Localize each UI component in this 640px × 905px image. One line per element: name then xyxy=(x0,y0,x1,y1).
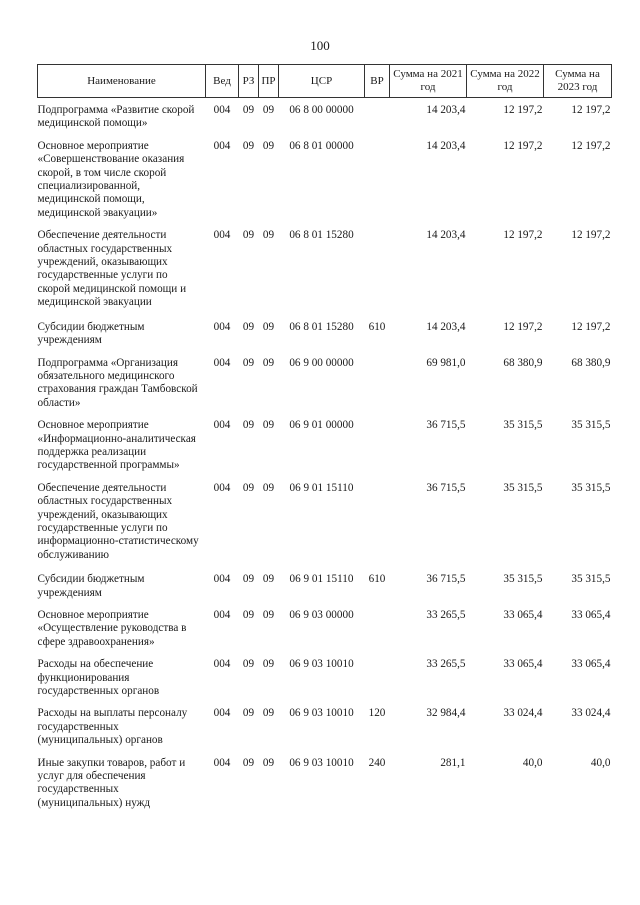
table-row xyxy=(38,348,612,411)
row-rz: 09 xyxy=(242,658,255,671)
row-name: Расходы на обеспечение функционирования государственных органов xyxy=(37,658,160,698)
row-ved: 004 xyxy=(213,707,231,720)
row-sum-2023: 12 197,2 xyxy=(571,104,611,116)
row-sum-2021: 33 265,5 xyxy=(426,609,466,621)
row-sum-2021: 36 715,5 xyxy=(426,481,466,494)
row-sum-2022: 35 315,5 xyxy=(503,481,543,494)
row-sum-2022: 12 197,2 xyxy=(503,104,543,116)
row-rz: 09 xyxy=(242,573,255,586)
row-sum-2022: 40,0 xyxy=(522,756,543,769)
row-vr: 120 xyxy=(368,707,386,720)
row-ved: 004 xyxy=(213,356,231,369)
row-ved: 004 xyxy=(213,573,231,586)
row-pr: 09 xyxy=(262,139,275,152)
row-sum-2021: 14 203,4 xyxy=(426,139,466,152)
row-sum-2022: 12 197,2 xyxy=(503,139,543,152)
row-ved: 004 xyxy=(213,320,231,333)
row-sum-2021: 14 203,4 xyxy=(426,320,466,333)
row-csr: 06 8 01 00000 xyxy=(289,139,354,152)
header-rz: РЗ xyxy=(239,65,259,98)
header-sum-2022: Сумма на 2022 год xyxy=(467,65,544,98)
header-sum-2023: Сумма на 2023 год xyxy=(544,65,612,98)
header-name: Наименование xyxy=(38,65,206,98)
row-sum-2021: 36 715,5 xyxy=(426,573,466,586)
row-sum-2021: 281,1 xyxy=(440,756,466,769)
row-rz: 09 xyxy=(242,756,255,769)
row-pr: 09 xyxy=(262,756,275,769)
row-rz: 09 xyxy=(242,707,255,720)
row-sum-2023: 33 065,4 xyxy=(571,658,611,671)
row-rz: 09 xyxy=(242,320,255,333)
row-sum-2022: 33 024,4 xyxy=(503,707,543,720)
row-csr: 06 9 03 00000 xyxy=(289,609,354,621)
row-pr: 09 xyxy=(262,658,275,671)
row-csr: 06 8 01 15280 xyxy=(289,320,354,333)
table-row xyxy=(38,473,612,562)
row-rz: 09 xyxy=(242,104,255,116)
row-csr: 06 9 03 10010 xyxy=(289,756,354,769)
row-name: Субсидии бюджетным учреждениям xyxy=(37,320,145,347)
row-sum-2022: 68 380,9 xyxy=(503,356,543,369)
row-name: Подпрограмма «Организация обязательного медицинского страхования граждан Тамбовской области» xyxy=(37,356,198,409)
row-sum-2021: 36 715,5 xyxy=(426,419,466,432)
row-sum-2022: 35 315,5 xyxy=(503,573,543,586)
row-sum-2022: 12 197,2 xyxy=(503,229,543,242)
row-name: Обеспечение деятельности областных государственных учреждений, оказывающих государственные услуги по информационно-статистическому обслуживанию xyxy=(37,481,199,561)
table-row xyxy=(38,410,612,473)
row-rz: 09 xyxy=(242,356,255,369)
row-vr: 610 xyxy=(368,320,386,333)
table-row xyxy=(38,98,612,131)
row-csr: 06 8 01 15280 xyxy=(289,229,354,242)
header-vr: ВР xyxy=(365,65,390,98)
header-ved: Вед xyxy=(206,65,239,98)
header-sum-2021: Сумма на 2021 год xyxy=(390,65,467,98)
table-row xyxy=(38,131,612,220)
header-pr: ПР xyxy=(259,65,279,98)
row-ved: 004 xyxy=(213,139,231,152)
row-vr xyxy=(365,131,390,220)
row-name: Основное мероприятие «Осуществление руководства в сфере здравоохранения» xyxy=(37,609,187,648)
row-csr: 06 9 03 10010 xyxy=(289,658,354,671)
row-sum-2022: 35 315,5 xyxy=(503,419,543,432)
row-rz: 09 xyxy=(242,229,255,242)
page-number: 100 xyxy=(310,38,330,53)
row-rz: 09 xyxy=(242,609,255,621)
row-rz: 09 xyxy=(242,139,255,152)
row-name: Подпрограмма «Развитие скорой медицинской помощи» xyxy=(37,104,195,130)
row-ved: 004 xyxy=(213,419,231,432)
row-pr: 09 xyxy=(262,707,275,720)
row-name: Обеспечение деятельности областных государственных учреждений, оказывающих государственные услуги по скорой медицинской помощи и медицинской эвакуации xyxy=(37,229,187,309)
row-pr: 09 xyxy=(262,320,275,333)
row-sum-2023: 33 065,4 xyxy=(571,609,611,621)
table-header-row xyxy=(38,65,612,98)
row-sum-2023: 12 197,2 xyxy=(571,320,611,333)
row-sum-2021: 32 984,4 xyxy=(426,707,466,720)
row-pr: 09 xyxy=(262,481,275,494)
row-sum-2023: 35 315,5 xyxy=(571,481,611,494)
row-sum-2023: 35 315,5 xyxy=(571,573,611,586)
row-name: Расходы на выплаты персоналу государственных (муниципальных) органов xyxy=(37,707,188,747)
row-vr xyxy=(365,649,390,698)
table-row xyxy=(38,310,612,348)
row-name: Субсидии бюджетным учреждениям xyxy=(37,573,145,599)
row-sum-2023: 40,0 xyxy=(590,756,611,769)
row-sum-2023: 12 197,2 xyxy=(571,139,611,152)
row-csr: 06 9 03 10010 xyxy=(289,707,354,720)
row-ved: 004 xyxy=(213,481,231,494)
row-ved: 004 xyxy=(213,104,231,116)
row-vr xyxy=(365,98,390,131)
row-name: Основное мероприятие «Информационно-аналитическая поддержка реализации государственной программы» xyxy=(37,419,196,472)
row-sum-2023: 33 024,4 xyxy=(571,707,611,720)
row-ved: 004 xyxy=(213,658,231,671)
row-sum-2023: 12 197,2 xyxy=(571,229,611,242)
row-pr: 09 xyxy=(262,104,275,116)
row-sum-2021: 14 203,4 xyxy=(426,104,466,116)
row-vr xyxy=(365,220,390,309)
row-sum-2021: 14 203,4 xyxy=(426,229,466,242)
table-row xyxy=(38,649,612,698)
budget-table xyxy=(37,64,612,810)
row-sum-2023: 68 380,9 xyxy=(571,356,611,369)
row-name: Основное мероприятие «Совершенствование оказания скорой, в том числе скорой специализированной, медицинской помощи, медицинской эвакуации» xyxy=(37,139,185,219)
row-rz: 09 xyxy=(242,419,255,432)
row-ved: 004 xyxy=(213,609,231,621)
row-vr xyxy=(365,410,390,473)
header-csr: ЦСР xyxy=(279,65,365,98)
row-sum-2022: 12 197,2 xyxy=(503,320,543,333)
row-rz: 09 xyxy=(242,481,255,494)
table-row xyxy=(38,748,612,811)
row-pr: 09 xyxy=(262,419,275,432)
row-sum-2023: 35 315,5 xyxy=(571,419,611,432)
table-row xyxy=(38,698,612,747)
row-csr: 06 8 00 00000 xyxy=(289,104,354,116)
row-csr: 06 9 00 00000 xyxy=(289,356,354,369)
row-pr: 09 xyxy=(262,573,275,586)
row-vr: 610 xyxy=(368,573,386,586)
row-pr: 09 xyxy=(262,609,275,621)
row-pr: 09 xyxy=(262,356,275,369)
row-pr: 09 xyxy=(262,229,275,242)
row-sum-2021: 69 981,0 xyxy=(426,356,466,369)
table-row xyxy=(38,600,612,649)
row-vr xyxy=(365,473,390,562)
row-vr xyxy=(365,348,390,411)
row-name: Иные закупки товаров, работ и услуг для обеспечения государственных (муниципальных) нужд xyxy=(37,756,186,809)
row-ved: 004 xyxy=(213,229,231,242)
row-sum-2022: 33 065,4 xyxy=(503,658,543,671)
row-csr: 06 9 01 15110 xyxy=(289,573,354,586)
table-row xyxy=(38,220,612,309)
table-row xyxy=(38,562,612,600)
row-vr: 240 xyxy=(368,756,386,769)
row-ved: 004 xyxy=(213,756,231,769)
row-csr: 06 9 01 00000 xyxy=(289,419,354,432)
row-sum-2022: 33 065,4 xyxy=(503,609,543,621)
row-sum-2021: 33 265,5 xyxy=(426,658,466,671)
row-csr: 06 9 01 15110 xyxy=(289,481,354,494)
row-vr xyxy=(365,600,390,649)
